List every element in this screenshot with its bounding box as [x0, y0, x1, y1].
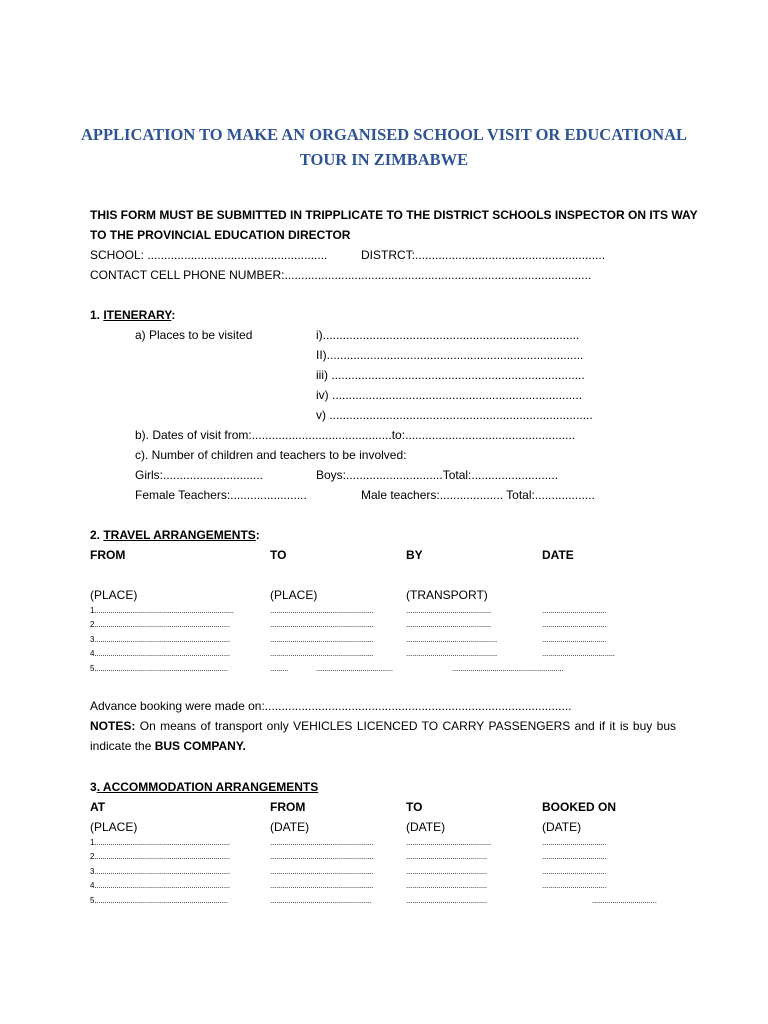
notes-bus-company: BUS COMPANY. — [154, 739, 246, 753]
accom-row-cell[interactable]: .................................................. — [270, 896, 372, 905]
travel-row-cell[interactable]: ...................................... — [316, 664, 393, 673]
travel-row-cell[interactable]: ......... — [270, 664, 289, 673]
accom-row-cell[interactable]: ................................ — [542, 867, 607, 876]
travel-row-cell[interactable]: ................................ — [542, 635, 607, 644]
section-number: 3 — [90, 780, 97, 794]
travel-row-cell[interactable]: ................................................... — [270, 620, 374, 629]
travel-row-cell[interactable]: 3................................................................... — [90, 635, 230, 644]
section-accommodation-heading — [90, 780, 318, 794]
travel-row-cell[interactable]: .......................................... — [406, 620, 491, 629]
accom-row-cell[interactable]: ........................................ — [406, 867, 487, 876]
travel-row-cell[interactable]: 4................................................................... — [90, 649, 230, 658]
girls-field[interactable]: Girls:.............................. — [135, 468, 264, 482]
place-field[interactable]: iv) ........................................................................... — [316, 388, 583, 402]
section-colon: : — [171, 308, 176, 322]
accom-header-from: FROM — [270, 800, 306, 814]
accom-header-booked-on: BOOKED ON — [542, 800, 617, 814]
accom-sub-to: (DATE) — [406, 820, 446, 834]
accom-row-cell[interactable]: .......................................... — [406, 838, 491, 847]
female-teachers-field[interactable]: Female Teachers:....................... — [135, 488, 307, 502]
accom-row-cell[interactable]: ................................................... — [270, 852, 374, 861]
place-field[interactable]: v) ............................................................................... — [316, 408, 593, 422]
accom-row-cell[interactable]: ................................ — [592, 896, 657, 905]
place-field[interactable]: II)............................................................................. — [316, 348, 584, 362]
accom-row-cell[interactable]: ........................................ — [406, 896, 487, 905]
travel-row-cell[interactable]: ............................................. — [406, 649, 498, 658]
form-title-line1: APPLICATION TO MAKE AN ORGANISED SCHOOL VISIT OR EDUCATIONAL — [80, 125, 688, 144]
accom-row-cell[interactable]: ................................................... — [270, 881, 374, 890]
accom-row-cell[interactable]: ................................ — [542, 838, 607, 847]
accom-sub-at: (PLACE) — [90, 820, 138, 834]
male-teachers-field[interactable]: Male teachers:................... Total:.................. — [361, 488, 595, 502]
travel-header-date: DATE — [542, 548, 574, 562]
advance-booking-field[interactable]: Advance booking were made on:............................................................................................ — [90, 699, 572, 713]
travel-row-cell[interactable]: ............................................. — [406, 635, 498, 644]
travel-sub-to: (PLACE) — [270, 588, 318, 602]
travel-row-cell[interactable]: ....................................................... — [452, 664, 564, 673]
numbers-label: c). Number of children and teachers to be involved: — [135, 448, 407, 462]
section-number: 1. — [90, 308, 104, 322]
travel-header-by: BY — [406, 548, 423, 562]
travel-row-cell[interactable]: ................................ — [542, 606, 607, 615]
contact-field[interactable]: CONTACT CELL PHONE NUMBER:............................................................................................ — [90, 268, 592, 282]
accom-row-cell[interactable]: ................................ — [542, 881, 607, 890]
place-field[interactable]: iii) ............................................................................ — [316, 368, 585, 382]
district-field[interactable]: DISTRCT:......................................................... — [361, 248, 606, 262]
accom-header-at: AT — [90, 800, 106, 814]
school-field[interactable]: SCHOOL: ...................................................... — [90, 248, 328, 262]
form-title-line2: TOUR IN ZIMBABWE — [299, 150, 469, 169]
travel-header-to: TO — [270, 548, 287, 562]
accom-row-cell[interactable]: 5.................................................................. — [90, 896, 228, 905]
accom-row-cell[interactable]: 4................................................................... — [90, 881, 230, 890]
accom-sub-booked-on: (DATE) — [542, 820, 582, 834]
travel-row-cell[interactable]: 5.................................................................. — [90, 664, 228, 673]
boys-total-field[interactable]: Boys:.............................Total:.......................... — [316, 468, 559, 482]
section-number: 2. — [90, 528, 104, 542]
dates-field[interactable]: b). Dates of visit from:..........................................to:................................................... — [135, 428, 576, 442]
notes-label: NOTES: — [90, 719, 136, 733]
section-colon: : — [255, 528, 260, 542]
section-title: TRAVEL ARRANGEMENTS — [103, 528, 256, 542]
travel-row-cell[interactable]: .......................................... — [406, 606, 491, 615]
section-itinerary-heading — [90, 308, 175, 322]
travel-row-cell[interactable]: .................................... — [542, 649, 615, 658]
section-title: . ACCOMMODATION ARRANGEMENTS — [96, 780, 319, 794]
travel-row-cell[interactable]: ................................................... — [270, 635, 374, 644]
travel-sub-from: (PLACE) — [90, 588, 138, 602]
travel-sub-by: (TRANSPORT) — [406, 588, 488, 602]
travel-row-cell[interactable]: 2................................................................... — [90, 620, 230, 629]
travel-row-cell[interactable]: ................................................... — [270, 649, 374, 658]
accom-row-cell[interactable]: ................................................... — [270, 838, 374, 847]
accom-row-cell[interactable]: 3................................................................... — [90, 867, 230, 876]
places-label: a) Places to be visited — [135, 328, 253, 342]
accom-row-cell[interactable]: 2................................................................... — [90, 852, 230, 861]
travel-row-cell[interactable]: ................................ — [542, 620, 607, 629]
section-travel-heading — [90, 528, 260, 542]
travel-header-from: FROM — [90, 548, 126, 562]
accom-row-cell[interactable]: ................................................... — [270, 867, 374, 876]
travel-row-cell[interactable]: 1..................................................................... — [90, 606, 234, 615]
notes-text: On means of transport only VEHICLES LICENCED TO CARRY PASSENGERS and if it is buy bus indicate the — [90, 719, 676, 753]
accom-row-cell[interactable]: ................................ — [542, 852, 607, 861]
intro-line2: TO THE PROVINCIAL EDUCATION DIRECTOR — [90, 228, 351, 242]
intro-line1: THIS FORM MUST BE SUBMITTED IN TRIPPLICATE TO THE DISTRICT SCHOOLS INSPECTOR ON ITS WAY — [90, 208, 698, 222]
notes-paragraph — [90, 716, 676, 756]
place-field[interactable]: i)............................................................................. — [316, 328, 580, 342]
accom-row-cell[interactable]: ........................................ — [406, 852, 487, 861]
section-title: ITENERARY — [103, 308, 172, 322]
accom-header-to: TO — [406, 800, 423, 814]
accom-row-cell[interactable]: 1................................................................... — [90, 838, 230, 847]
accom-row-cell[interactable]: ........................................ — [406, 881, 487, 890]
travel-row-cell[interactable]: ................................................... — [270, 606, 374, 615]
accom-sub-from: (DATE) — [270, 820, 310, 834]
